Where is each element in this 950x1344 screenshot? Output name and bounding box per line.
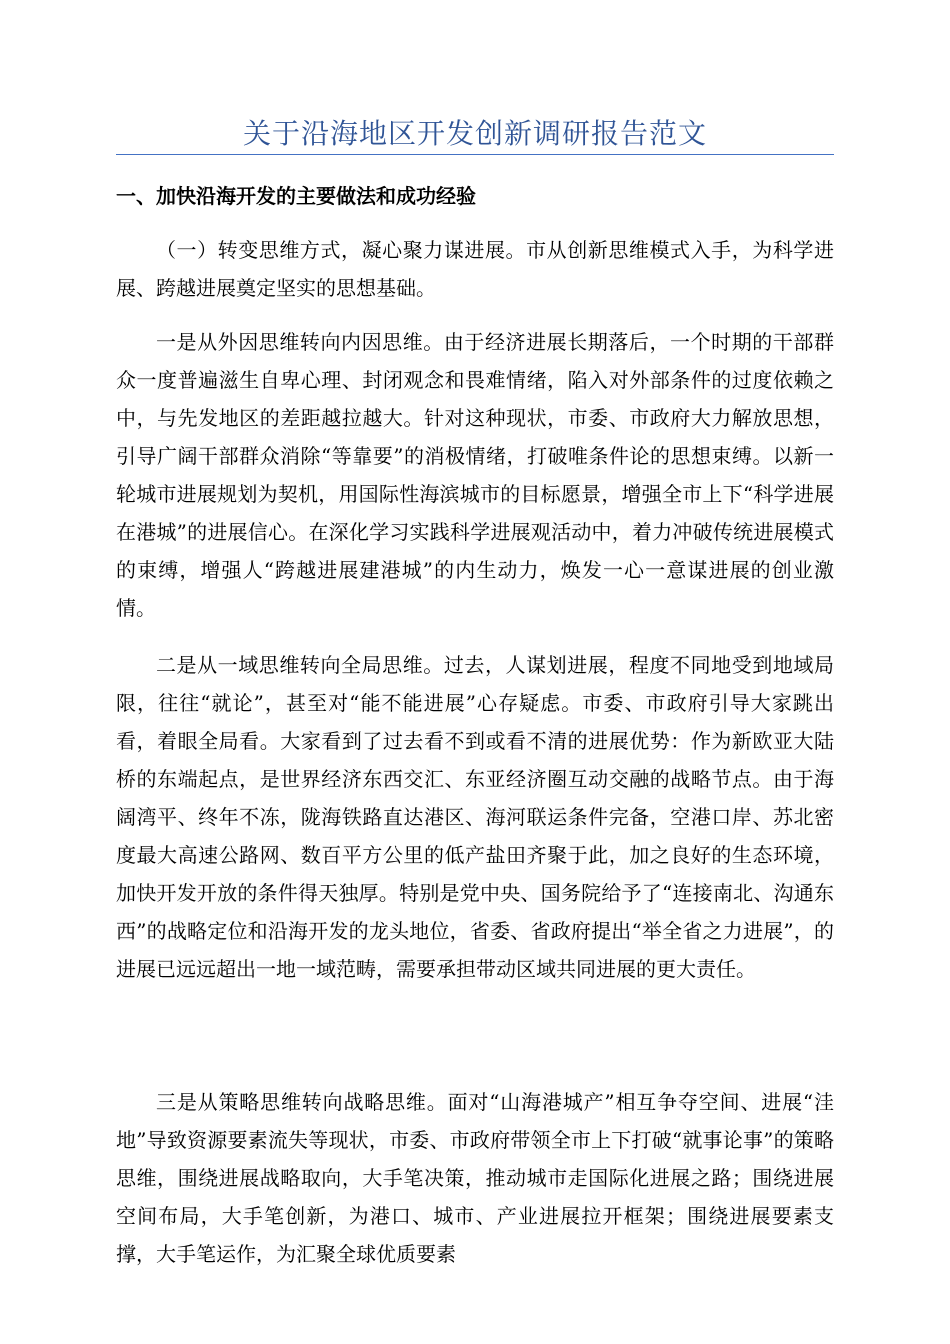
paragraph-3: 二是从一域思维转向全局思维。过去，人谋划进展，程度不同地受到地域局限，往往“就论”，甚至对“能不能进展”心存疑虑。市委、市政府引导大家跳出看，着眼全局看。大家看到了过去看不到或看不清的进展优势：作为新欧亚大陆桥的东端起点，是世界经济东西交汇、东亚经济圈互动交融的战略节点。由于海阔湾平、终年不冻，陇海铁路直达港区、海河联运条件完备，空港口岸、苏北密度最大高速公路网、数百平方公里的低产盐田齐聚于此，加之良好的生态环境，加快开发开放的条件得天独厚。特别是党中央、国务院给予了“连接南北、沟通东西”的战略定位和沿海开发的龙头地位，省委、省政府提出“举全省之力进展”，的进展已远远超出一地一域范畴，需要承担带动区域共同进展的更大责任。 [116, 653, 834, 981]
section-heading: 一、加快沿海开发的主要做法和成功经验 [116, 184, 476, 208]
document-title: 关于沿海地区开发创新调研报告范文 [242, 117, 707, 150]
paragraph-2: 一是从外因思维转向内因思维。由于经济进展长期落后，一个时期的干部群众一度普遍滋生自卑心理、封闭观念和畏难情绪，陷入对外部条件的过度依赖之中，与先发地区的差距越拉越大。针对这种现状，市委、市政府大力解放思想，引导广阔干部群众消除“等靠要”的消极情绪，打破唯条件论的思想束缚。以新一轮城市进展规划为契机，用国际性海滨城市的目标愿景，增强全市上下“科学进展在港城”的进展信心。在深化学习实践科学进展观活动中，着力冲破传统进展模式的束缚，增强人“跨越进展建港城”的内生动力，焕发一心一意谋进展的创业激情。 [116, 330, 834, 620]
paragraph-4: 三是从策略思维转向战略思维。面对“山海港城产”相互争夺空间、进展“洼地”导致资源要素流失等现状，市委、市政府带领全市上下打破“就事论事”的策略思维，围绕进展战略取向，大手笔决策，推动城市走国际化进展之路；围绕进展空间布局，大手笔创新，为港口、城市、产业进展拉开框架；围绕进展要素支撑，大手笔运作，为汇聚全球优质要素 [116, 1090, 834, 1266]
paragraph-1: （一）转变思维方式，凝心聚力谋进展。市从创新思维模式入手，为科学进展、跨越进展奠定坚实的思想基础。 [116, 238, 834, 300]
title-underline [116, 154, 834, 155]
